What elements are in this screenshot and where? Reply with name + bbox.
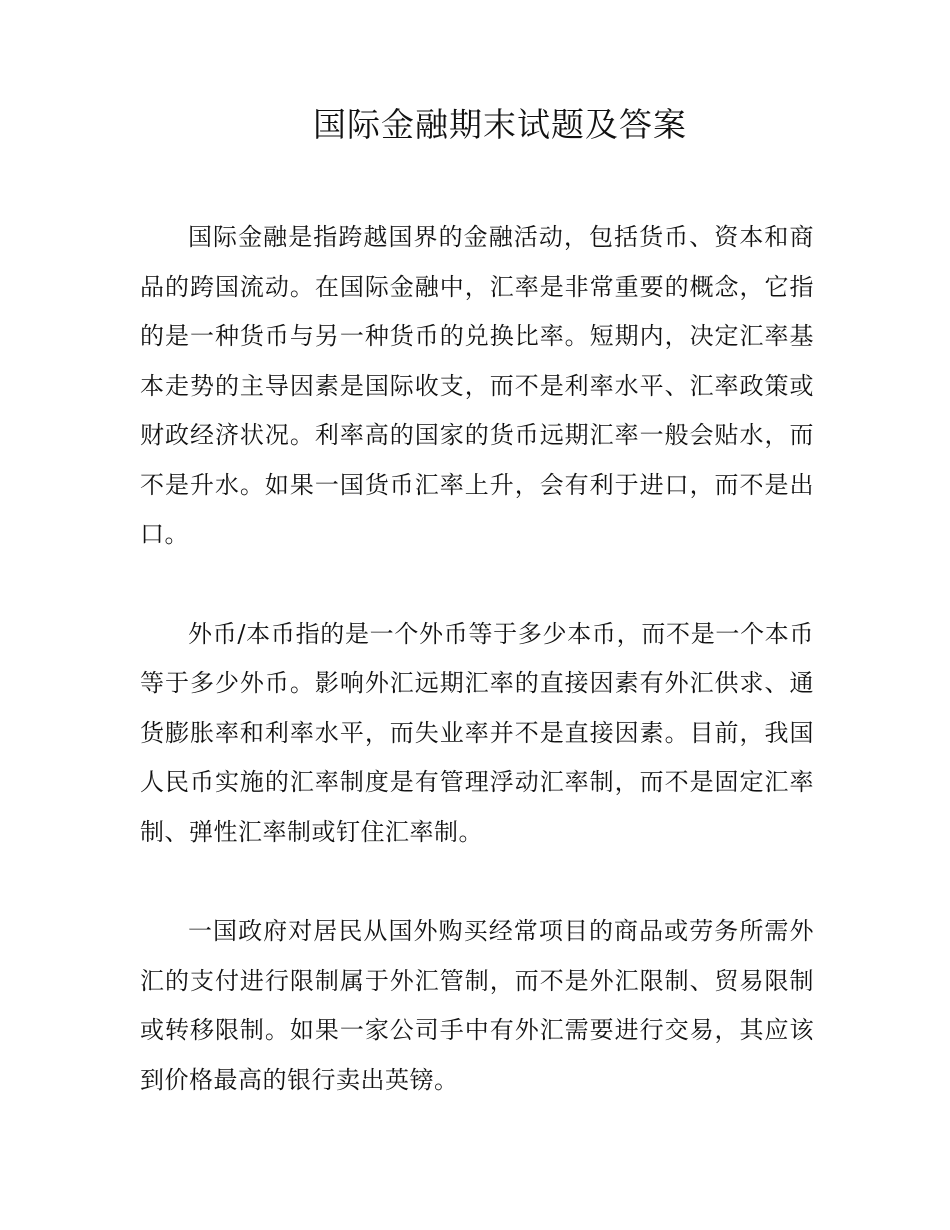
document-body [140, 213, 814, 1155]
paragraph-foreign-exchange-control: 一国政府对居民从国外购买经常项目的商品或劳务所需外汇的支付进行限制属于外汇管制，而不是外汇限制、贸易限制或转移限制。如果一家公司手中有外汇需要进行交易，其应该到价格最高的银行卖出英镑。 [140, 917, 814, 1094]
document-title: 国际金融期末试题及答案 [313, 105, 687, 144]
paragraph-direct-quotation: 外币/本币指的是一个外币等于多少本币，而不是一个本币等于多少外币。影响外汇远期汇率的直接因素有外汇供求、通货膨胀率和利率水平，而失业率并不是直接因素。目前，我国人民币实施的汇率制度是有管理浮动汇率制，而不是固定汇率制、弹性汇率制或钉住汇率制。 [140, 619, 814, 846]
paragraph-exchange-rate: 国际金融是指跨越国界的金融活动，包括货币、资本和商品的跨国流动。在国际金融中，汇率是非常重要的概念，它指的是一种货币与另一种货币的兑换比率。短期内，决定汇率基本走势的主导因素是国际收支，而不是利率水平、汇率政策或财政经济状况。利率高的国家的货币远期汇率一般会贴水，而不是升水。如果一国货币汇率上升，会有利于进口，而不是出口。 [140, 223, 814, 548]
